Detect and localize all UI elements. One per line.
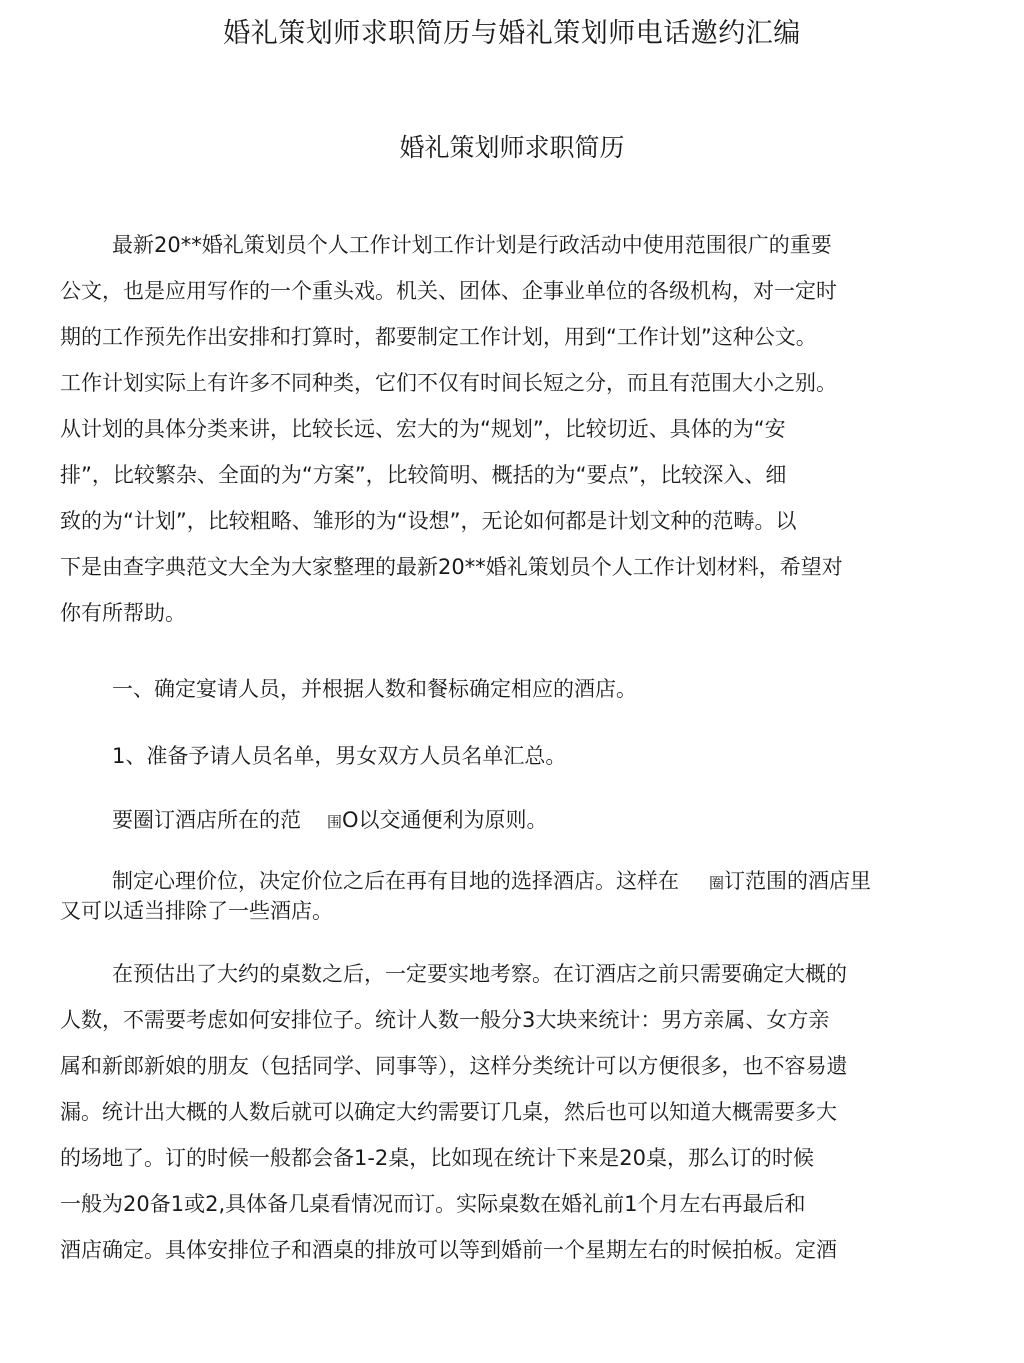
broken-glyph: 圈	[709, 874, 725, 892]
text-line: 人数，不需要考虑如何安排位子。统计人数一般分3大块来统计：男方亲属、女方亲	[60, 1008, 830, 1032]
text-line: 的场地了。订的时候一般都会备1-2桌，比如现在统计下来是20桌，那么订的时候	[60, 1146, 815, 1170]
text-segment: 订范围的酒店里	[724, 869, 872, 893]
text-line: 最新20**婚礼策划员个人工作计划工作计划是行政活动中使用范围很广的重要	[112, 233, 832, 257]
text-line: 下是由查字典范文大全为大家整理的最新20**婚礼策划员个人工作计划材料，希望对	[60, 555, 843, 579]
text-segment: 制定心理价位，决定价位之后在再有目地的选择酒店。这样在	[112, 869, 679, 893]
heading-paragraph-1	[60, 666, 960, 712]
text-line: 排”，比较繁杂、全面的为“方案”，比较简明、概括的为“要点”，比较深入、细	[60, 463, 787, 487]
text-line: 从计划的具体分类来讲，比较长远、宏大的为“规划”，比较切近、具体的为“安	[60, 417, 786, 441]
intro-paragraph	[60, 222, 960, 636]
venue-range-paragraph	[60, 797, 960, 843]
text-line: 酒店确定。具体安排位子和酒桌的排放可以等到婚前一个星期左右的时候拍板。定酒	[60, 1238, 837, 1262]
text-line: 你有所帮助。	[60, 601, 186, 625]
text-line: 在预估出了大约的桌数之后，一定要实地考察。在订酒店之前只需要确定大概的	[112, 962, 847, 986]
broken-glyph: 围	[327, 813, 343, 831]
text-line: 致的为“计划”，比较粗略、雏形的为“设想”，无论如何都是计划文种的范畴。以	[60, 509, 797, 533]
text-line	[60, 797, 960, 843]
text-segment: O以交通便利为原则。	[342, 808, 548, 832]
text-line: 漏。统计出大概的人数后就可以确定大约需要订几桌，然后也可以知道大概需要多大	[60, 1100, 837, 1124]
text-line: 1、准备予请人员名单，男女双方人员名单汇总。	[112, 744, 567, 768]
document-title: 婚礼策划师求职简历与婚礼策划师电话邀约汇编	[223, 18, 801, 49]
list-paragraph-1	[60, 733, 960, 779]
text-line	[60, 866, 960, 896]
table-count-paragraph	[60, 951, 960, 1273]
price-paragraph	[60, 866, 960, 926]
text-segment: 要圈订酒店所在的范	[112, 808, 301, 832]
text-line: 工作计划实际上有许多不同种类，它们不仅有时间长短之分，而且有范围大小之别。	[60, 371, 837, 395]
text-line: 又可以适当排除了一些酒店。	[60, 899, 333, 923]
text-line: 期的工作预先作出安排和打算时，都要制定工作计划，用到“工作计划”这种公文。	[60, 325, 817, 349]
text-line: 一、确定宴请人员，并根据人数和餐标确定相应的酒店。	[112, 677, 637, 701]
text-line: 一般为20备1或2,具体备几桌看情况而订。实际桌数在婚礼前1个月左右再最后和	[60, 1192, 806, 1216]
text-line: 公文，也是应用写作的一个重头戏。机关、团体、企事业单位的各级机构，对一定时	[60, 279, 837, 303]
section-title: 婚礼策划师求职简历	[399, 133, 625, 162]
text-line: 属和新郎新娘的朋友（包括同学、同事等），这样分类统计可以方便很多，也不容易遗	[60, 1054, 848, 1078]
